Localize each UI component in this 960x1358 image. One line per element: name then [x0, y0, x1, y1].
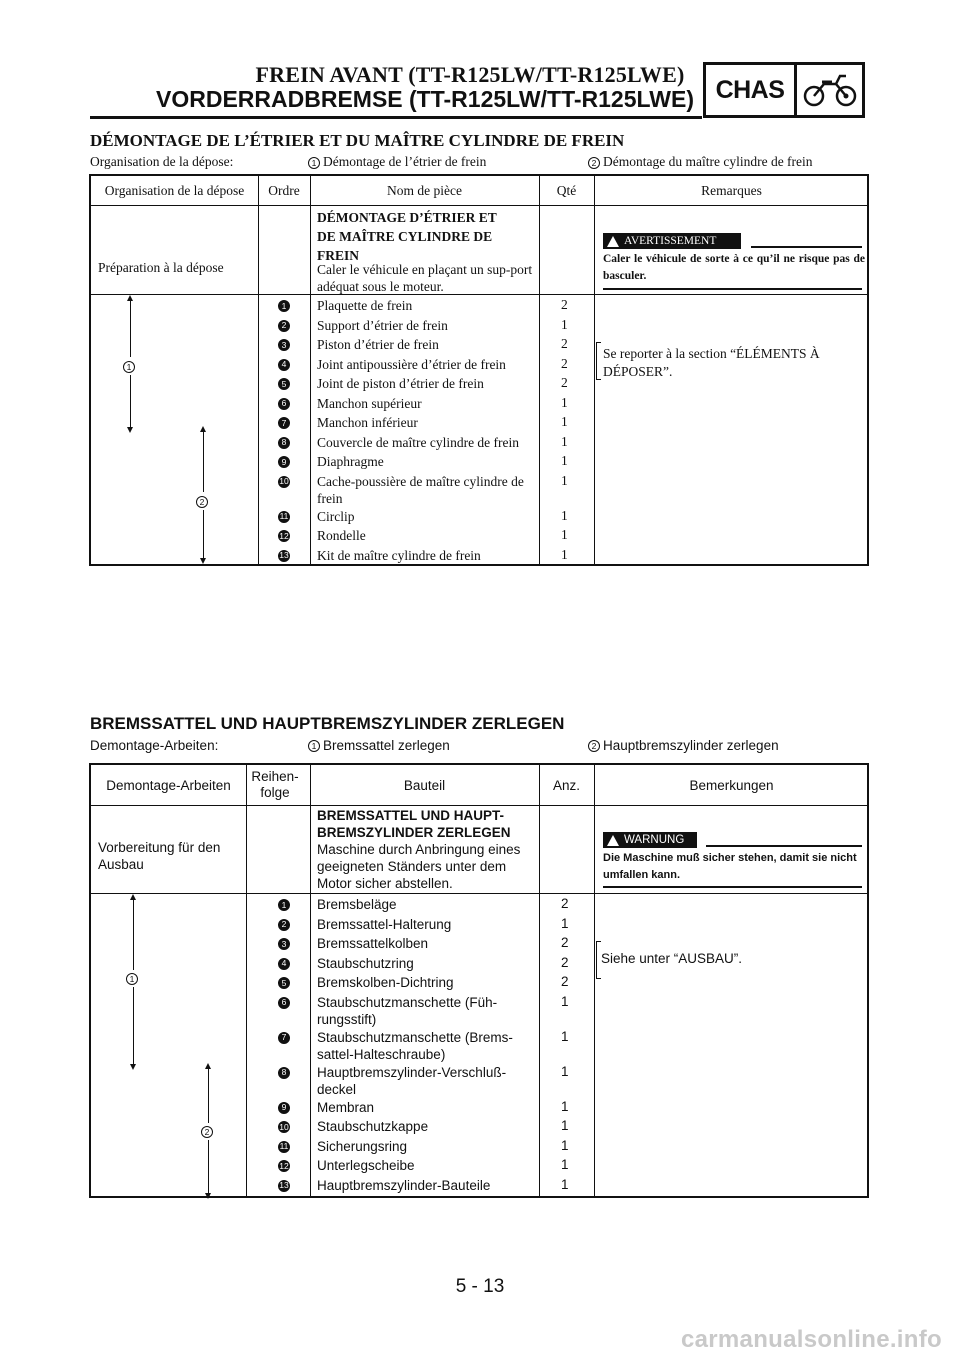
part-quantity: 1	[561, 433, 568, 449]
part-name: Manchon supérieur	[317, 395, 422, 411]
part-quantity: 2	[561, 355, 568, 371]
part-name: Staubschutzmanschette (Brems-sattel-Halteschraube)	[317, 1029, 513, 1062]
part-number: 8	[278, 437, 290, 449]
part-name: Unterlegscheibe	[317, 1158, 415, 1173]
page-title-de: VORDERRADBREMSE (TT-R125LW/TT-R125LWE)	[156, 86, 694, 112]
part-quantity: 1	[561, 1176, 569, 1192]
part-quantity: 1	[561, 993, 569, 1009]
org-label-fr: Organisation de la dépose:	[90, 154, 234, 169]
watermark: carmanualsonline.info	[680, 1326, 942, 1353]
part-quantity: 1	[561, 1157, 569, 1172]
part-number: 4	[278, 359, 290, 371]
part-name: Kit de maître cylindre de frein	[317, 547, 481, 563]
part-quantity: 1	[561, 1137, 569, 1153]
part-name: Manchon inférieur	[317, 415, 418, 430]
part-name: Sicherungsring	[317, 1138, 408, 1154]
part-number: 5	[278, 378, 290, 390]
warning-text-de: Die Maschine muß sicher stehen, damit sie nicht umfallen kann.	[603, 852, 857, 881]
part-number: 10	[279, 476, 289, 487]
disassembly-table-de	[89, 763, 869, 1198]
col-header-anz: Anz.	[552, 777, 580, 793]
warning-icon	[607, 236, 619, 247]
part-quantity: 1	[561, 507, 568, 523]
part-number: 10	[279, 1121, 289, 1132]
part-number: 7	[278, 417, 290, 429]
part-number: 4	[278, 958, 290, 970]
org-line-fr	[90, 154, 870, 172]
part-quantity: 1	[561, 453, 568, 468]
part-number: 9	[278, 1102, 290, 1114]
col-header-nom-piece: Nom de pièce	[387, 182, 462, 198]
part-name: Bremskolben-Dichtring	[317, 975, 454, 990]
part-name: Hauptbremszylinder-Bauteile	[317, 1177, 491, 1193]
part-quantity: 2	[561, 375, 568, 390]
section-title-de: BREMSSATTEL UND HAUPTBREMSZYLINDER ZERLEGEN	[90, 714, 565, 733]
part-number: 11	[279, 1141, 289, 1152]
part-name: Bremssattelkolben	[317, 936, 429, 951]
warning-text-fr: Caler le véhicule de sorte à ce qu’il ne risque pas de basculer.	[603, 253, 865, 282]
part-name: Bremssattel-Halterung	[317, 916, 452, 932]
part-quantity: 1	[561, 1118, 569, 1133]
part-quantity: 1	[561, 394, 568, 410]
part-name: Couvercle de maître cylindre de frein	[317, 434, 520, 450]
part-number: 2	[278, 320, 290, 332]
section-title-fr: DÉMONTAGE DE L’ÉTRIER ET DU MAÎTRE CYLINDRE DE FREIN	[90, 131, 625, 150]
part-number: 13	[279, 1180, 289, 1191]
part-number: 3	[278, 938, 290, 950]
part-quantity: 2	[561, 954, 569, 970]
warning-badge-fr: AVERTISSEMENT	[603, 233, 741, 249]
col-header-remarques: Remarques	[701, 182, 762, 198]
part-number: 12	[279, 530, 289, 541]
part-name: Plaquette de frein	[317, 298, 413, 313]
part-name: Staubschutzkappe	[317, 1119, 429, 1134]
part-name: Diaphragme	[317, 454, 384, 469]
part-name: Hauptbremszylinder-Verschluß-deckel	[317, 1064, 507, 1097]
prep-title-fr: DÉMONTAGE D’ÉTRIER ET DE MAÎTRE CYLINDRE DE FREIN	[317, 210, 497, 263]
part-name: Cache-poussière de maître cylindre de frein	[317, 473, 524, 506]
group-2-label: 2	[196, 496, 208, 508]
prep-title-de: BREMSSATTEL UND HAUPT-BREMSZYLINDER ZERLEGEN	[317, 808, 511, 840]
part-number: 8	[278, 1067, 290, 1079]
part-name: Rondelle	[317, 528, 366, 543]
part-quantity: 1	[561, 546, 568, 562]
group-2-marker: 2	[588, 740, 600, 752]
part-quantity: 1	[561, 1098, 569, 1114]
group-1-label: 1	[126, 973, 138, 985]
col-header-bauteil: Bauteil	[403, 777, 446, 793]
part-number: 1	[278, 899, 290, 911]
org-item-de-1: 1 Bremssattel zerlegen	[308, 738, 450, 753]
part-quantity: 1	[561, 414, 568, 429]
part-quantity: 2	[561, 896, 569, 911]
part-name: Staubschutzmanschette (Füh-rungsstift)	[317, 994, 498, 1027]
part-number: 13	[279, 550, 289, 561]
part-number: 6	[278, 398, 290, 410]
group-2-marker: 2	[588, 157, 600, 169]
org-item-fr-1: 1 Démontage de l’étrier de frein	[308, 154, 486, 170]
part-number: 5	[278, 977, 290, 989]
org-label-de: Demontage-Arbeiten:	[90, 738, 219, 753]
part-name: Piston d’étrier de frein	[317, 337, 439, 352]
part-number: 1	[278, 300, 290, 312]
part-name: Joint de piston d’étrier de frein	[317, 376, 484, 391]
part-name: Circlip	[317, 508, 355, 524]
motorcycle-icon	[797, 65, 862, 115]
warning-badge-de: WARNUNG	[603, 832, 697, 848]
group-2-label: 2	[201, 1126, 213, 1138]
part-number: 6	[278, 997, 290, 1009]
group-1-marker: 1	[308, 740, 320, 752]
org-item-fr-2: 2 Démontage du maître cylindre de frein	[588, 154, 813, 170]
part-name: Staubschutzring	[317, 955, 414, 971]
part-quantity: 1	[561, 1028, 569, 1044]
header-rule	[90, 116, 702, 119]
part-number: 7	[278, 1032, 290, 1044]
part-quantity: 1	[561, 472, 568, 488]
chassis-badge-label: CHAS	[706, 65, 797, 115]
part-quantity: 1	[561, 316, 568, 332]
remark-de: Siehe unter “AUSBAU”.	[601, 951, 743, 966]
prep-text-fr: Caler le véhicule en plaçant un sup-port adéquat sous le moteur.	[317, 262, 533, 294]
part-number: 12	[279, 1160, 289, 1171]
prep-text-de: Maschine durch Anbringung eines geeigneten Ständers unter dem Motor sicher abstellen.	[317, 842, 521, 891]
part-number: 9	[278, 456, 290, 468]
part-quantity: 2	[561, 974, 569, 989]
part-quantity: 2	[561, 935, 569, 950]
part-number: 11	[279, 511, 289, 522]
col-header-demontage: Demontage-Arbeiten	[106, 777, 231, 793]
col-header-reihenfolge: Reihen-folge	[251, 769, 299, 800]
part-quantity: 2	[561, 297, 568, 312]
col-header-bemerkungen: Bemerkungen	[689, 777, 774, 793]
part-quantity: 1	[561, 527, 568, 542]
part-number: 3	[278, 339, 290, 351]
org-item-de-2: 2 Hauptbremszylinder zerlegen	[588, 738, 779, 753]
part-quantity: 1	[561, 915, 569, 931]
warning-icon	[607, 835, 619, 846]
prep-label-de: Vorbereitung für den Ausbau	[98, 840, 221, 872]
col-header-ordre: Ordre	[268, 182, 300, 198]
org-line-de	[90, 738, 870, 756]
part-quantity: 1	[561, 1063, 569, 1079]
part-name: Joint antipoussière d’étrier de frein	[317, 356, 506, 372]
disassembly-table-fr	[89, 174, 869, 566]
col-header-organisation: Organisation de la dépose	[104, 182, 245, 198]
part-number: 2	[278, 919, 290, 931]
part-name: Membran	[317, 1099, 375, 1115]
part-name: Bremsbeläge	[317, 897, 397, 912]
col-header-qte: Qté	[556, 182, 577, 198]
chassis-badge	[703, 62, 865, 118]
part-name: Support d’étrier de frein	[317, 317, 448, 333]
remark-fr: Se reporter à la section “ÉLÉMENTS À DÉPOSER”.	[603, 346, 820, 379]
group-1-label: 1	[123, 361, 135, 373]
group-1-marker: 1	[308, 157, 320, 169]
prep-label-fr: Préparation à la dépose	[98, 260, 224, 275]
page-title-fr: FREIN AVANT (TT-R125LW/TT-R125LWE)	[255, 62, 685, 87]
part-quantity: 2	[561, 336, 568, 351]
page-number: 5 - 13	[455, 1276, 505, 1297]
